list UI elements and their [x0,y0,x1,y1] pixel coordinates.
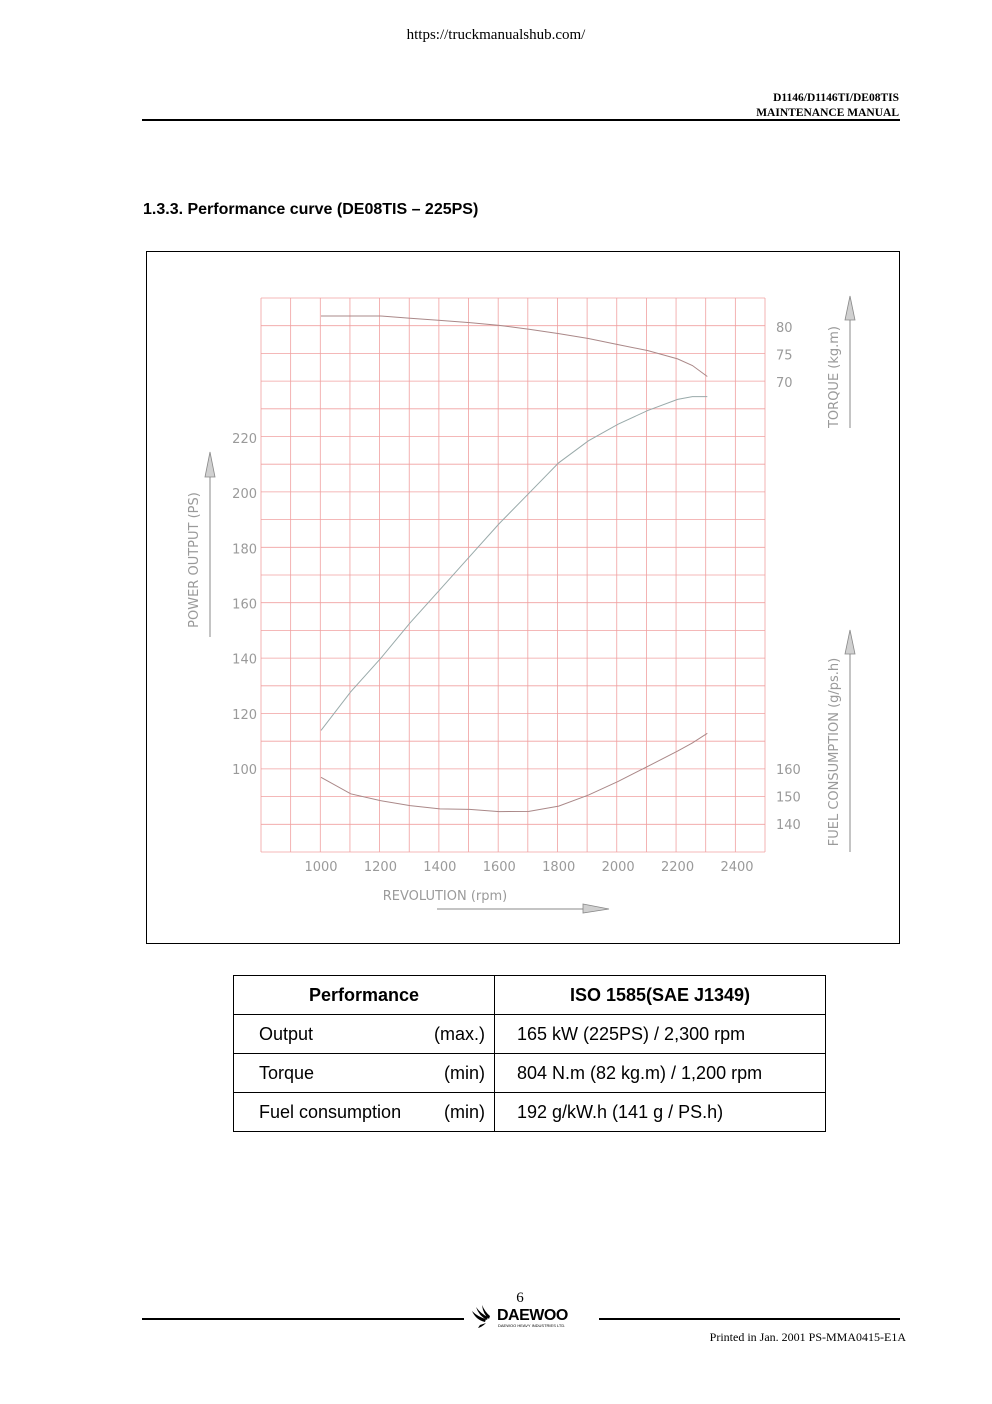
header-model: D1146/D1146TI/DE08TIS [773,92,899,104]
row-label: Output [259,1023,314,1044]
brand-name: DAEWOO [497,1307,568,1324]
row-qualifier: (min) [444,1101,485,1122]
brand-subtitle: DAEWOO HEAVY INDUSTRIES LTD. [498,1323,566,1328]
x-axis-arrow-head [583,904,609,913]
torque-axis-arrow-head [845,296,855,320]
daewoo-emblem-icon [472,1305,490,1328]
power-tick-label: 200 [232,487,257,503]
x-tick-label: 1400 [423,860,457,875]
torque-tick-label: 80 [776,321,793,336]
performance-chart [147,252,899,943]
fuel-tick-label: 140 [776,818,801,833]
x-tick-label: 1600 [482,860,516,875]
x-tick-label: 1200 [363,860,397,875]
power-axis-arrow-head [205,452,215,477]
header-manual: MAINTENANCE MANUAL [756,107,899,119]
x-axis-label: REVOLUTION (rpm) [382,889,508,904]
row-qualifier: (max.) [434,1023,485,1044]
power-axis-label: POWER OUTPUT (PS) [187,492,202,628]
power-tick-label: 100 [232,763,257,778]
torque-tick-label: 75 [776,348,793,364]
table-header-iso: ISO 1585(SAE J1349) [495,976,826,1015]
x-tick-label: 1800 [542,860,576,875]
row-value: 804 N.m (82 kg.m) / 1,200 rpm [495,1054,826,1093]
table-row [234,1054,826,1093]
power-tick-label: 220 [232,432,257,447]
footer-rule-left [142,1318,464,1320]
power-tick-label: 120 [232,707,257,723]
table-row [234,1015,826,1054]
daewoo-logo [468,1303,598,1331]
row-value: 192 g/kW.h (141 g / PS.h) [495,1093,826,1132]
x-tick-label: 2000 [601,860,635,875]
chart-frame [146,251,900,944]
header-rule [142,119,900,121]
power-tick-label: 180 [232,542,257,558]
footer-rule-right [599,1318,900,1320]
row-label: Fuel consumption [259,1101,402,1122]
power-tick-label: 140 [232,652,257,668]
row-label: Torque [259,1062,315,1083]
source-url: https://truckmanualshub.com/ [406,27,586,43]
torque-tick-label: 70 [776,376,793,391]
performance-table [233,975,826,1132]
fuel-tick-label: 160 [776,763,801,778]
row-qualifier: (min) [444,1062,485,1083]
print-info: Printed in Jan. 2001 PS-MMA0415-E1A [709,1330,906,1344]
table-header-row [234,976,826,1015]
power-curve [321,397,707,731]
torque-axis-label: TORQUE (kg.m) [827,325,842,429]
power-tick-label: 160 [232,597,257,613]
fuel-axis-arrow-head [845,630,855,654]
fuel-curve [321,733,707,811]
page-number: 6 [516,1290,524,1306]
table-row [234,1093,826,1132]
table-header-performance: Performance [234,976,495,1015]
x-tick-label: 2400 [720,860,754,875]
x-tick-label: 2200 [661,860,695,875]
row-value: 165 kW (225PS) / 2,300 rpm [495,1015,826,1054]
fuel-axis-label: FUEL CONSUMPTION (g/ps.h) [827,657,842,847]
torque-curve [321,316,707,377]
section-title: 1.3.3. Performance curve (DE08TIS – 225PS) [143,201,479,218]
x-tick-label: 1000 [304,860,338,875]
fuel-tick-label: 150 [776,790,801,806]
